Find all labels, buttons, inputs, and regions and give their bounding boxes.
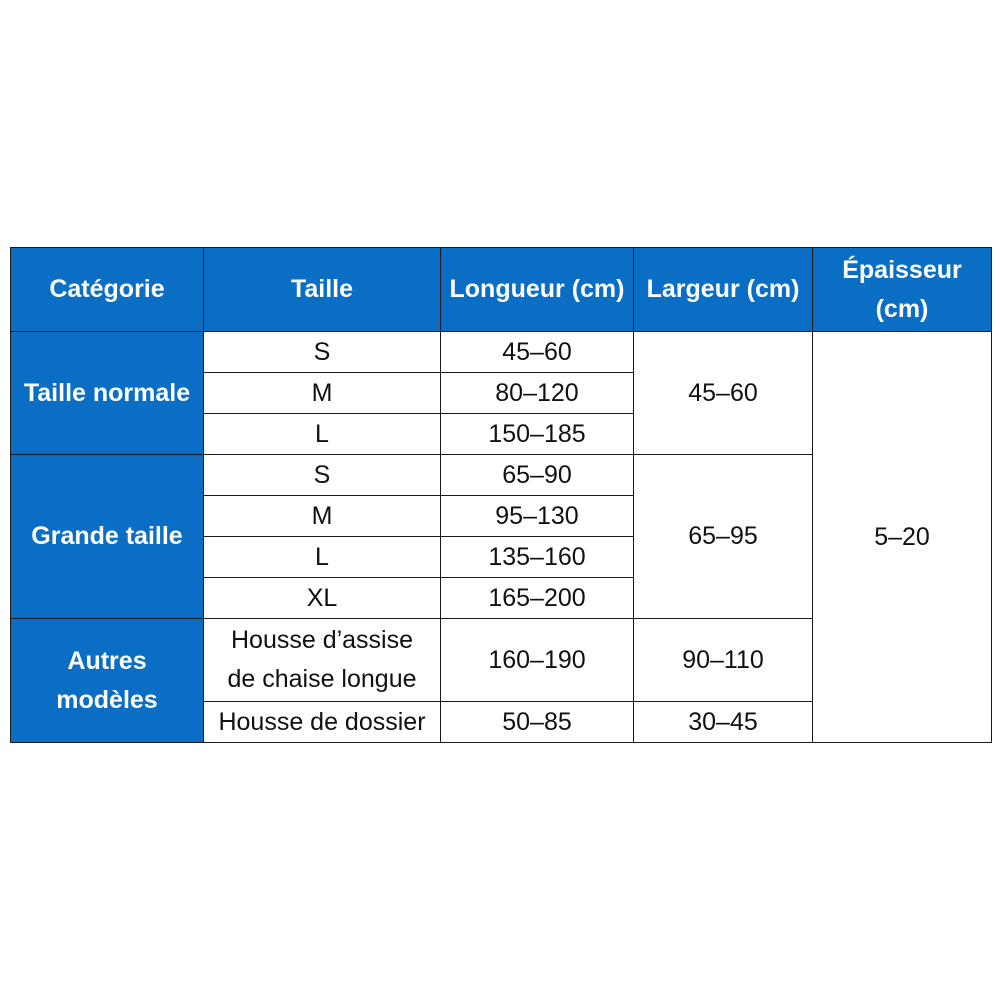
header-categorie: Catégorie xyxy=(11,248,204,332)
table-row xyxy=(11,332,992,373)
taille-cell: M xyxy=(204,373,441,414)
epaisseur-cell: 5–20 xyxy=(813,332,992,743)
taille-cell: L xyxy=(204,537,441,578)
header-longueur: Longueur (cm) xyxy=(441,248,634,332)
header-largeur: Largeur (cm) xyxy=(634,248,813,332)
taille-cell: M xyxy=(204,496,441,537)
taille-cell: S xyxy=(204,455,441,496)
longueur-cell: 80–120 xyxy=(441,373,634,414)
longueur-cell: 165–200 xyxy=(441,578,634,619)
size-table xyxy=(10,247,992,743)
category-cell: Autres modèles xyxy=(11,619,204,743)
taille-cell: Housse de dossier xyxy=(204,702,441,743)
longueur-cell: 50–85 xyxy=(441,702,634,743)
longueur-cell: 160–190 xyxy=(441,619,634,702)
longueur-cell: 150–185 xyxy=(441,414,634,455)
header-taille: Taille xyxy=(204,248,441,332)
taille-cell: L xyxy=(204,414,441,455)
longueur-cell: 95–130 xyxy=(441,496,634,537)
category-cell: Taille normale xyxy=(11,332,204,455)
header-epaisseur: Épaisseur (cm) xyxy=(813,248,992,332)
taille-cell: XL xyxy=(204,578,441,619)
longueur-cell: 135–160 xyxy=(441,537,634,578)
largeur-cell: 90–110 xyxy=(634,619,813,702)
taille-cell: S xyxy=(204,332,441,373)
longueur-cell: 45–60 xyxy=(441,332,634,373)
largeur-cell: 45–60 xyxy=(634,332,813,455)
category-cell: Grande taille xyxy=(11,455,204,619)
header-row xyxy=(11,248,992,332)
largeur-cell: 30–45 xyxy=(634,702,813,743)
largeur-cell: 65–95 xyxy=(634,455,813,619)
longueur-cell: 65–90 xyxy=(441,455,634,496)
taille-cell: Housse d’assise de chaise longue xyxy=(204,619,441,702)
